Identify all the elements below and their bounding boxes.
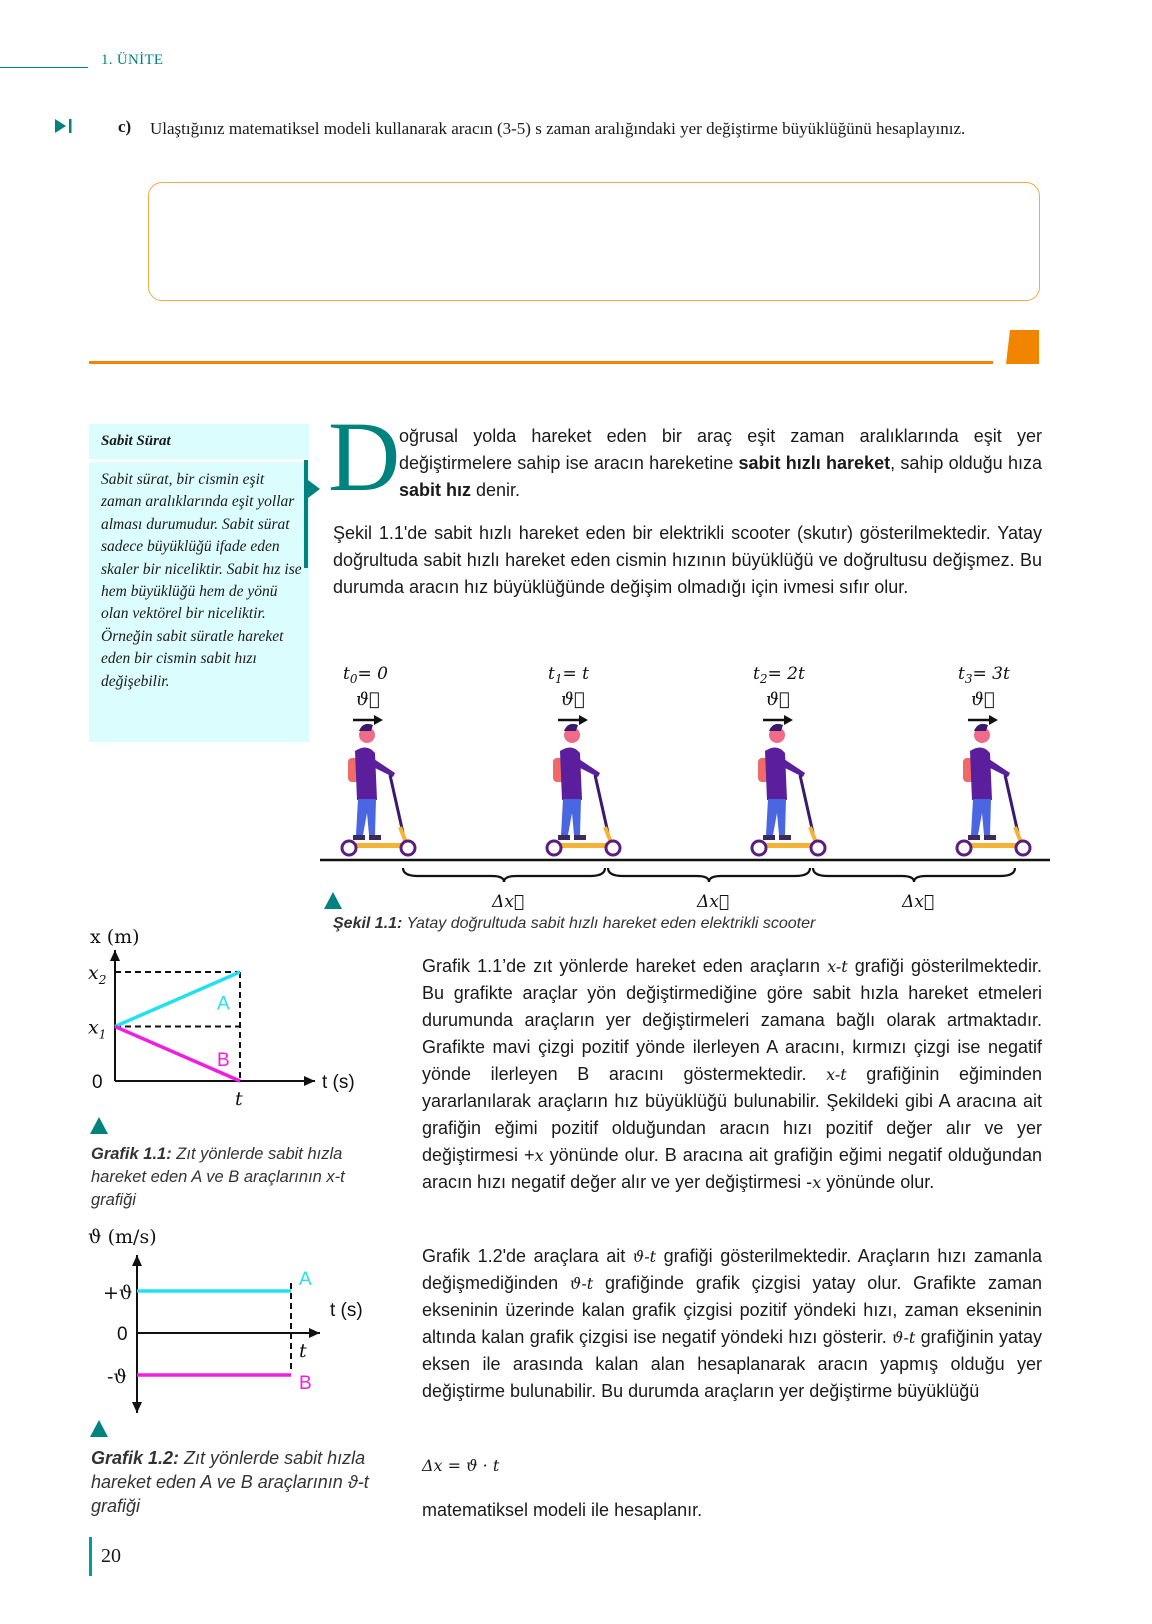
paragraph-conclusion: matematiksel modeli ile hesaplanır. <box>422 1500 703 1520</box>
time-label: $t_2= 2t$ <box>753 664 805 686</box>
x-axis-head <box>309 1328 320 1338</box>
term-constant-motion: sabit hızlı hareket <box>738 453 891 473</box>
velocity-label: ϑ⃗ <box>971 689 995 710</box>
caption-marker-icon <box>90 1117 108 1134</box>
unit-label: 1. ÜNİTE <box>101 52 164 68</box>
formula <box>422 1455 499 1476</box>
time-label: $t_3= 3t$ <box>958 664 1010 686</box>
figure-caption <box>333 915 815 933</box>
y-tick-label: $x_2$ <box>88 962 107 987</box>
velocity-arrow-icon <box>558 715 588 725</box>
graph-v-t <box>80 1225 380 1425</box>
displacement-label: Δx⃗ <box>492 892 525 910</box>
term-constant-velocity: sabit hız <box>399 480 472 500</box>
sidebar-header <box>89 424 309 459</box>
page-number: 20 <box>101 1545 121 1567</box>
section-divider <box>89 361 993 364</box>
scooter-rider-icon <box>553 724 600 840</box>
x-tick-label: t <box>235 1088 243 1110</box>
scooter-icon <box>342 775 415 855</box>
scooter-icon <box>752 775 825 855</box>
page-number-rule <box>89 1537 92 1576</box>
scooter-icon <box>547 775 620 855</box>
figure-marker-icon <box>324 892 342 909</box>
displacement-brace <box>403 868 605 882</box>
series-label-a: A <box>217 993 230 1015</box>
scooter-figure <box>320 655 1050 910</box>
figure-caption-text: Yatay doğrultuda sabit hızlı hareket eden elektrikli scooter <box>402 915 816 932</box>
displacement-brace <box>608 868 810 882</box>
unit-rule <box>0 67 88 68</box>
paragraph-scooter: Şekil 1.1'de sabit hızlı hareket eden bir elektrikli scooter (skutır) gösterilmektedir. Yatay doğrultuda sabit hızlı hareket eden cismin hızının büyüklüğü ve doğrultusu değişmez. Bu durumda aracın hız büyüklüğünde değişim olmadığı için ivmesi sıfır olur. <box>333 523 1042 597</box>
series-label-b: B <box>217 1049 230 1071</box>
scooter-rider-icon <box>963 724 1010 840</box>
scooter-rider-icon <box>348 724 395 840</box>
y-axis-down-head <box>132 1402 142 1413</box>
sidebar-title: Sabit Sürat <box>101 433 171 449</box>
formula-text: Δx = ϑ · t <box>422 1456 500 1475</box>
sidebar-text: Sabit sürat, bir cismin eşit zaman aralıklarında eşit yollar alması durumudur. Sabit sürat sadece büyüklüğü ifade eden skaler bir niceliktir. Sabit hız ise hem büyüklüğü hem de yönü olan vektörel bir niceliktir. Örneğin sabit süratle hareket eden bir cismin sabit hızı değişebilir. <box>101 471 302 690</box>
sidebar-arrow-icon <box>308 480 320 498</box>
series-label-b: B <box>299 1373 312 1394</box>
y-tick-label: $x_1$ <box>88 1016 107 1042</box>
y-axis-label: ϑ (m/s) <box>88 1226 157 1248</box>
intro-text: denir. <box>471 480 521 500</box>
x-tick-label: t <box>299 1340 307 1362</box>
series-label-a: A <box>299 1269 312 1290</box>
time-label: $t_1= t$ <box>548 664 589 686</box>
time-label: $t_0= 0$ <box>343 664 388 686</box>
y-tick-label: +ϑ <box>103 1282 133 1304</box>
scooter-icon <box>957 775 1030 855</box>
graph2-caption-label: Grafik 1.2: <box>91 1448 180 1468</box>
velocity-arrow-icon <box>763 715 793 725</box>
velocity-label: ϑ⃗ <box>766 689 790 710</box>
figure-caption-label: Şekil 1.1: <box>333 915 403 932</box>
x-axis-head <box>304 1076 315 1086</box>
intro-text: , sahip olduğu hıza <box>890 453 1042 473</box>
paragraph-vt: Grafik 1.2'de araçlara ait ϑ-t grafiği gösterilmektedir. Araçların hızı zamanla değişmediğinden ϑ-t grafiğinde grafik çizgisi yatay olur. Grafikte zaman ekseninin üzerinde kalan grafik çizgisi pozitif yöndeki hızı, zaman ekseninin altında kalan grafik çizgisi ise negatif yöndeki hızı gösterir. ϑ-t grafiğinin yatay eksen ile arasında kalan alan hesaplanarak aracın yapmış olduğu yer değiştirme bulunabilir. Bu durumda araçların yer değiştirme büyüklüğü <box>422 1246 1042 1401</box>
graph2-caption-text: Zıt yönlerde sabit hızla hareket eden A ve B araçlarının ϑ-t grafiği <box>91 1448 369 1516</box>
sidebar-marker <box>304 460 308 568</box>
graph1-caption-text: Zıt yönlerde sabit hızla hareket eden A ve B araçlarının x-t grafiği <box>91 1145 345 1209</box>
displacement-brace <box>813 868 1015 882</box>
section-tab <box>1006 330 1039 364</box>
y-tick-label: 0 <box>117 1324 128 1345</box>
velocity-label: ϑ⃗ <box>561 689 585 710</box>
y-tick-label: 0 <box>92 1072 103 1093</box>
y-tick-label: -ϑ <box>107 1366 128 1388</box>
displacement-label: Δx⃗ <box>902 892 935 910</box>
velocity-arrow-icon <box>353 715 383 725</box>
x-axis-label: t (s) <box>330 1300 363 1321</box>
caption-marker-icon <box>90 1420 108 1437</box>
sidebar-body <box>89 462 309 742</box>
intro-text: oğrusal yolda hareket eden bir araç eşit zaman aralıklarında eşit yer değiştirmelere sahip ise aracın hareketine <box>399 426 1042 473</box>
question-letter: c) <box>118 117 132 136</box>
x-axis-label: t (s) <box>322 1072 355 1093</box>
graph1-caption <box>91 1143 391 1212</box>
velocity-label: ϑ⃗ <box>356 689 380 710</box>
answer-box[interactable] <box>148 182 1040 301</box>
graph1-caption-label: Grafik 1.1: <box>91 1145 172 1163</box>
paragraph-xt: Grafik 1.1’de zıt yönlerde hareket eden araçların x-t grafiği gösterilmektedir. Bu grafikte araçlar yön değiştirmediğine göre sabit hızla hareket etmeleri durumunda araçların yer değiştirmeleri zamana bağlı olarak artmaktadır. Grafikte mavi çizgi pozitif yönde ilerleyen A aracını, kırmızı çizgi ise negatif yönde ilerleyen B aracını göstermektedir. x-t grafiğinin eğiminden yararlanılarak araçların hız büyüklüğü bulunabilir. Şekildeki gibi A aracına ait grafiğin eğimi pozitif olduğundan aracın hızı pozitif değer alır ve yer değiştirmesi +x yönünde olur. B aracına ait grafiğin eğimi negatif olduğundan aracın hızı negatif değer alır ve yer değiştirmesi -x yönünde olur. <box>422 956 1043 1192</box>
velocity-arrow-icon <box>968 715 998 725</box>
scooter-rider-icon <box>758 724 805 840</box>
question-text: Ulaştığınız matematiksel modeli kullanarak aracın (3-5) s zaman aralığındaki yer değiştirme büyüklüğünü hesaplayınız. <box>150 119 966 138</box>
play-next-icon <box>55 118 75 134</box>
y-axis-up-head <box>132 1255 142 1266</box>
intro-paragraph <box>399 423 1042 504</box>
displacement-label: Δx⃗ <box>697 892 730 910</box>
drop-cap: D <box>328 401 401 512</box>
graph-x-t <box>80 920 380 1120</box>
y-axis-head <box>110 950 120 961</box>
y-axis-label: x (m) <box>90 926 140 948</box>
graph2-caption <box>91 1446 401 1518</box>
